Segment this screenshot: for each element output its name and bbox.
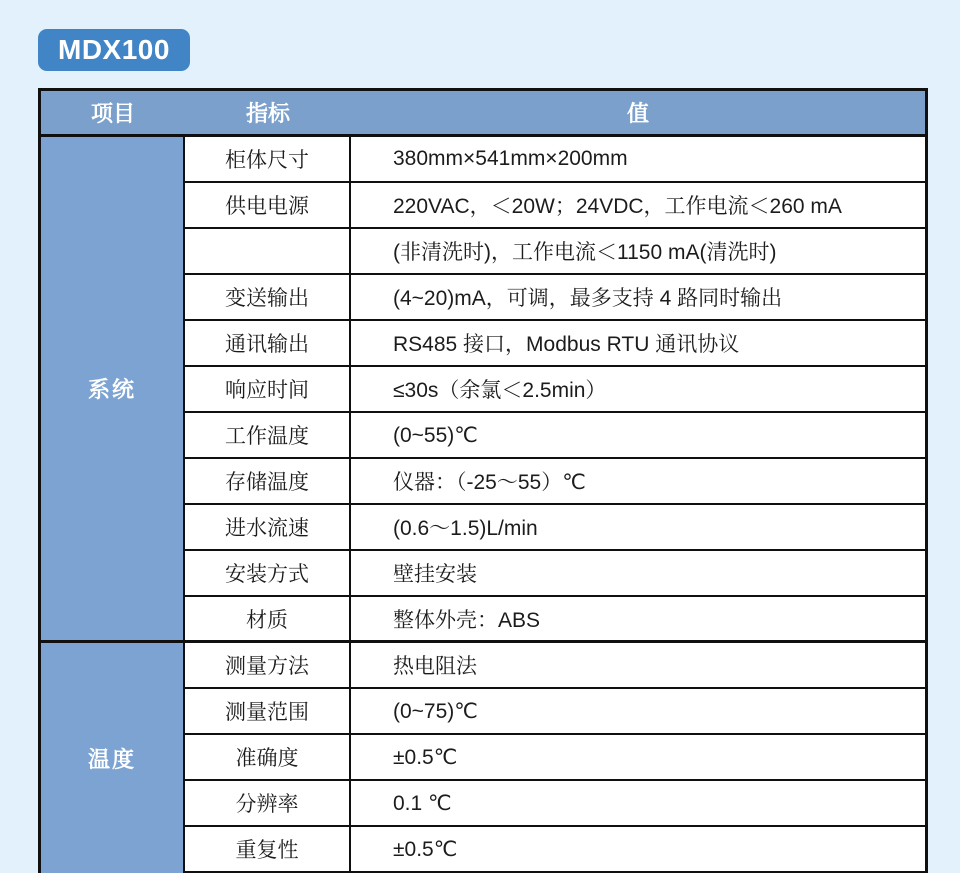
indicator-cell: 柜体尺寸 [185, 137, 351, 183]
indicator-cell: 进水流速 [185, 505, 351, 551]
header-item: 项目 [90, 101, 135, 126]
header-indicator: 指标 [245, 101, 290, 126]
indicator-cell: 变送输出 [185, 275, 351, 321]
indicator-cell: 通讯输出 [185, 321, 351, 367]
indicator-cell: 安装方式 [185, 551, 351, 597]
indicator-cell: 准确度 [185, 735, 351, 781]
value-cell: 220VAC，＜20W；24VDC，工作电流＜260 mA [351, 183, 925, 229]
value-cell: RS485 接口，Modbus RTU 通讯协议 [351, 321, 925, 367]
value-cell: (0.6～1.5)L/min [351, 505, 925, 551]
value-cell: 热电阻法 [351, 643, 925, 689]
value-cell: (0~75)℃ [351, 689, 925, 735]
value-cell: ±0.5℃ [351, 735, 925, 781]
table-header-row [41, 91, 925, 137]
value-cell: 壁挂安装 [351, 551, 925, 597]
header-value: 值 [626, 101, 649, 126]
indicator-cell: 测量范围 [185, 689, 351, 735]
indicator-cell: 重复性 [185, 827, 351, 873]
value-cell: (4~20)mA，可调，最多支持 4 路同时输出 [351, 275, 925, 321]
value-cell: (非清洗时)，工作电流＜1150 mA(清洗时) [351, 229, 925, 275]
model-badge: MDX100 [38, 29, 190, 71]
value-cell: 380mm×541mm×200mm [351, 137, 925, 183]
indicator-cell: 存储温度 [185, 459, 351, 505]
indicator-cell: 工作温度 [185, 413, 351, 459]
indicator-cell: 响应时间 [185, 367, 351, 413]
indicator-cell: 分辨率 [185, 781, 351, 827]
spec-table [38, 88, 928, 873]
value-cell: ≤30s（余氯＜2.5min） [351, 367, 925, 413]
table-body [41, 137, 925, 873]
indicator-cell: 供电电源 [185, 183, 351, 229]
value-cell: (0~55)℃ [351, 413, 925, 459]
value-cell: 0.1 ℃ [351, 781, 925, 827]
section-cell-temperature: 温度 [41, 643, 185, 873]
section-cell-system: 系统 [41, 137, 185, 643]
value-cell: 仪器：（-25～55）℃ [351, 459, 925, 505]
value-cell: 整体外壳：ABS [351, 597, 925, 643]
indicator-cell: 测量方法 [185, 643, 351, 689]
indicator-cell [185, 229, 351, 275]
value-cell: ±0.5℃ [351, 827, 925, 873]
indicator-cell: 材质 [185, 597, 351, 643]
